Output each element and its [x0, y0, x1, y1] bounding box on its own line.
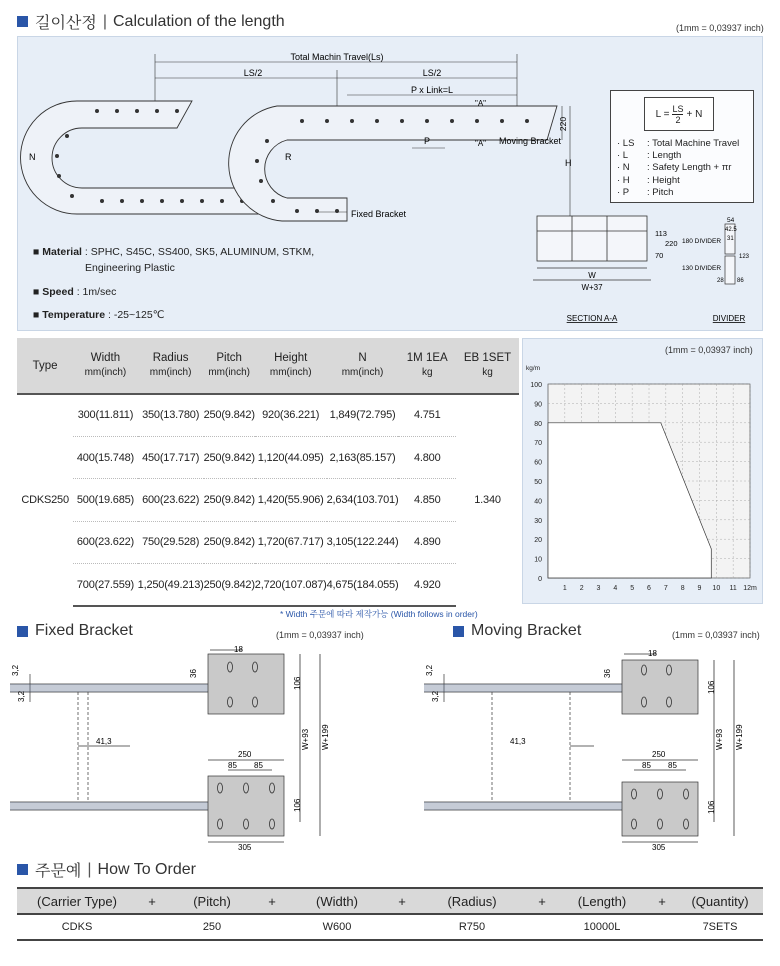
table-row: 500(19.685) 600(23.622) 250(9.842) 1,420(55.906) 2,634(103.701) 4.850 [17, 479, 519, 521]
calc-section-title: 길이산정 | Calculation of the length [17, 10, 285, 33]
section-marker-icon [453, 626, 464, 637]
load-chart [522, 338, 763, 604]
col-width: Width mm(inch) [73, 338, 137, 394]
x-tick-label: 5 [630, 585, 635, 592]
svg-text:106: 106 [293, 676, 302, 690]
spec-table [17, 338, 519, 607]
section-w-label: W [588, 271, 596, 280]
material-spec-cont: Engineering Plastic [85, 262, 175, 274]
svg-text:305: 305 [238, 843, 252, 852]
section-marker-icon [17, 864, 28, 875]
y-tick-label: 20 [534, 537, 542, 545]
section-aa-title: SECTION A-A [566, 314, 618, 323]
section-70-label: 70 [655, 251, 664, 260]
chart-unit-note: (1mm = 0,03937 inch) [665, 345, 753, 355]
divider-130-label: 130 DIVIDER [682, 265, 722, 272]
section-marker-icon [17, 626, 28, 637]
svg-text:106: 106 [293, 798, 302, 812]
y-tick-label: 80 [534, 420, 542, 428]
legend-item: · N : Safety Length + πr [617, 162, 732, 174]
formula-plus-n: + N [686, 108, 703, 120]
order-header-row: (Carrier Type) + (Pitch) + (Width) + (Radius) + (Length) + (Quantity) [17, 887, 763, 915]
col-n: N mm(inch) [327, 338, 399, 394]
order-example-row: CDKS 250 W600 R750 10000L 7SETS [17, 915, 763, 941]
width-note: * Width 주문에 따라 제작가능 (Width follows in order) [280, 609, 478, 619]
table-row: 400(15.748) 450(17.717) 250(9.842) 1,120(44.095) 2,163(85.157) 4.800 [17, 436, 519, 478]
svg-text:W+199: W+199 [735, 724, 744, 750]
legend-item: · H : Height [617, 174, 680, 186]
table-row: CDKS250 300(11.811) 350(13.780) 250(9.842) 920(36.221) 1,849(72.795) 4.751 1.340 [17, 394, 519, 436]
formula-two: 2 [675, 114, 681, 125]
dim-220-label: 220 [558, 116, 568, 132]
total-travel-label: Total Machin Travel(Ls) [290, 52, 384, 62]
divider-31-label: 31 [727, 236, 734, 242]
y-axis-label: kg/m [526, 365, 541, 372]
svg-text:85: 85 [254, 761, 263, 770]
temperature-spec: ■ Temperature : -25~125℃ [33, 309, 165, 321]
section-marker-icon [17, 16, 28, 27]
svg-text:85: 85 [668, 761, 677, 770]
x-tick-label: 8 [680, 585, 685, 592]
fixed-bracket-drawing [10, 642, 340, 852]
table-row: 600(23.622) 750(29.528) 250(9.842) 1,720(67.717) 3,105(122.244) 4.890 [17, 521, 519, 563]
col-radius: Radius mm(inch) [138, 338, 204, 394]
x-tick-label: 1 [562, 585, 567, 592]
y-tick-label: 90 [534, 401, 542, 409]
divider-54-label: 54 [727, 217, 735, 224]
section-113-label: 113 [655, 229, 667, 238]
divider-425-label: 42.5 [725, 227, 737, 233]
y-tick-label: 40 [534, 498, 542, 506]
fixed-bracket-title: Fixed Bracket [17, 622, 133, 640]
table-header-row [17, 338, 519, 394]
h-label: H [565, 158, 572, 168]
svg-text:18: 18 [648, 649, 657, 658]
speed-spec: ■ Speed : 1m/sec [33, 286, 117, 298]
divider-title: DIVIDER [712, 314, 746, 323]
calc-unit-note: (1mm = 0,03937 inch) [676, 23, 764, 33]
svg-text:36: 36 [603, 669, 612, 678]
svg-text:W+93: W+93 [301, 728, 310, 750]
formula [644, 97, 714, 131]
r-label: R [285, 152, 292, 162]
svg-text:18: 18 [234, 645, 243, 654]
svg-text:3,2: 3,2 [17, 690, 26, 702]
section-220-label: 220 [665, 239, 678, 248]
legend-item: · P : Pitch [617, 186, 674, 198]
svg-text:36: 36 [189, 669, 198, 678]
section-w37-label: W+37 [581, 283, 603, 292]
legend-item: · LS : Total Machine Travel [617, 138, 740, 149]
x-tick-label: 10 [712, 585, 721, 592]
svg-text:W+199: W+199 [321, 724, 330, 750]
y-tick-label: 50 [534, 479, 542, 486]
x-tick-label: 2 [579, 585, 584, 592]
pxlink-label: P x Link=L [410, 85, 454, 95]
moving-bracket-label: Moving Bracket [499, 136, 562, 146]
formula-l: L = [655, 108, 670, 120]
x-tick-label: 4 [613, 585, 618, 592]
col-height: Height mm(inch) [255, 338, 327, 394]
x-tick-label: 9 [697, 585, 702, 592]
formula-ls: LS [672, 103, 684, 114]
x-tick-label: 12m [743, 585, 757, 592]
p-label: P [424, 136, 431, 146]
fixed-unit-note: (1mm = 0,03937 inch) [276, 630, 364, 640]
moving-bracket-drawing [424, 642, 754, 852]
table-row: 700(27.559) 1,250(49.213) 250(9.842) 2,720(107.087) 4,675(184.055) 4.920 [17, 564, 519, 606]
eb-cell: 1.340 [474, 494, 501, 507]
moving-unit-note: (1mm = 0,03937 inch) [672, 630, 760, 640]
divider-28-label: 28 [717, 278, 724, 284]
col-type: Type [17, 338, 73, 394]
x-tick-label: 11 [729, 585, 737, 592]
svg-text:85: 85 [228, 761, 237, 770]
svg-text:106: 106 [707, 680, 716, 694]
moving-bracket-title: Moving Bracket [453, 622, 581, 640]
x-tick-label: 3 [596, 585, 601, 592]
svg-text:3,2: 3,2 [425, 664, 434, 676]
svg-text:3,2: 3,2 [11, 664, 20, 676]
y-tick-label: 100 [530, 382, 542, 389]
x-tick-label: 7 [663, 585, 668, 592]
divider-180-label: 180 DIVIDER [682, 238, 722, 245]
legend [617, 138, 739, 199]
divider-86-label: 86 [737, 278, 744, 284]
col-pitch: Pitch mm(inch) [204, 338, 255, 394]
svg-text:W+93: W+93 [715, 728, 724, 750]
type-cell: CDKS250 [21, 494, 69, 507]
material-spec: ■ Material : SPHC, S45C, SS400, SK5, ALUMINUM, STKM, [33, 246, 315, 258]
col-1m1ea: 1M 1EA kg [398, 338, 456, 394]
col-eb1set: EB 1SET kg [456, 338, 519, 394]
fixed-bracket-label: Fixed Bracket [351, 209, 407, 219]
n-label: N [29, 152, 36, 162]
ls-half-right-label: LS/2 [422, 68, 442, 78]
a-bottom-label: "A" [475, 139, 487, 148]
divider-123-label: 123 [739, 254, 750, 260]
a-top-label: "A" [475, 99, 487, 108]
svg-text:250: 250 [238, 750, 252, 759]
svg-text:85: 85 [642, 761, 651, 770]
y-tick-label: 60 [534, 459, 542, 467]
y-tick-label: 10 [534, 556, 542, 564]
y-tick-label: 30 [534, 517, 542, 525]
y-tick-label: 0 [538, 576, 542, 583]
y-tick-label: 70 [534, 440, 542, 448]
svg-text:3,2: 3,2 [431, 690, 440, 702]
svg-text:305: 305 [652, 843, 666, 852]
order-section-title: 주문예 | How To Order [17, 858, 196, 881]
legend-item: · L : Length [617, 150, 682, 162]
svg-text:250: 250 [652, 750, 666, 759]
svg-text:41,3: 41,3 [510, 737, 526, 746]
svg-text:106: 106 [707, 800, 716, 814]
x-tick-label: 6 [647, 585, 651, 592]
calc-title-kr: 길이산정 [35, 15, 97, 32]
svg-text:41,3: 41,3 [96, 737, 112, 746]
calc-title-en: Calculation of the length [112, 12, 285, 30]
ls-half-left-label: LS/2 [243, 68, 263, 78]
